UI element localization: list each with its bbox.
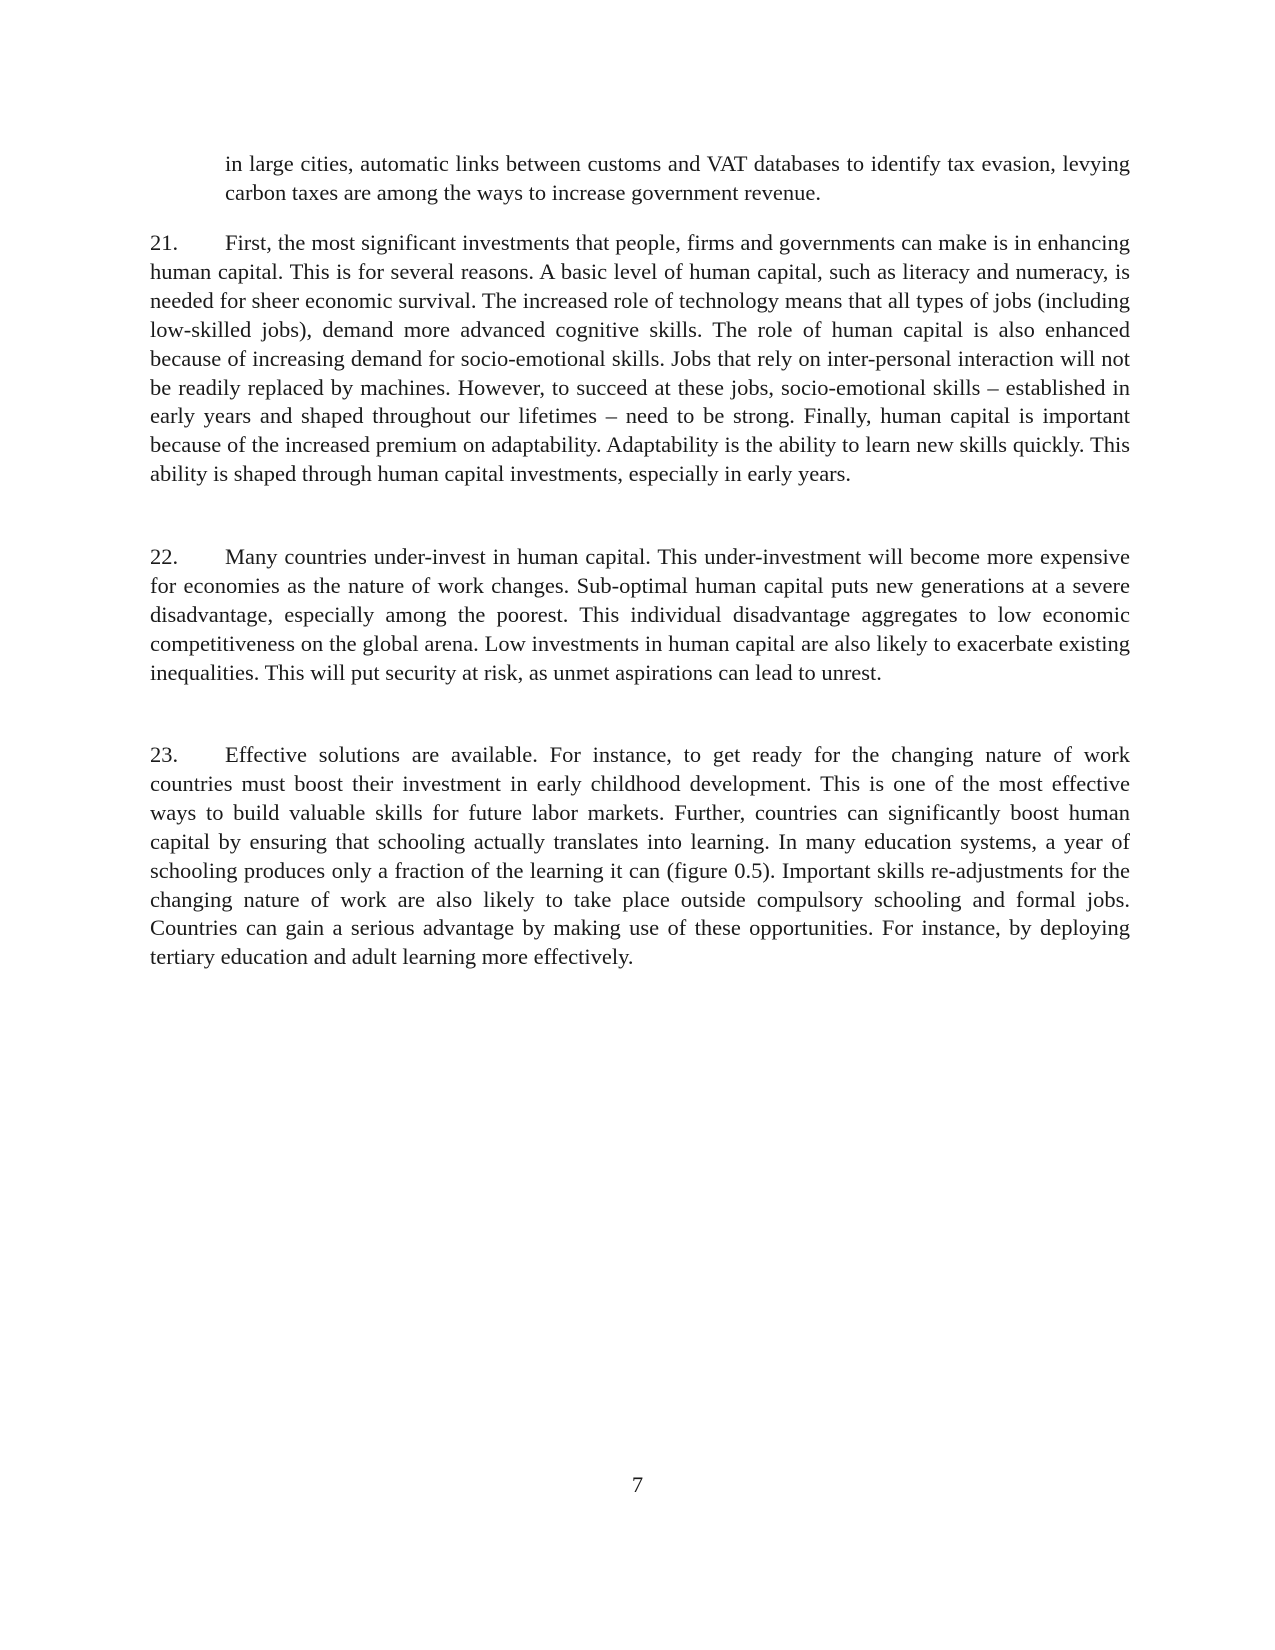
paragraph-text: Many countries under-invest in human capital. This under-investment will become more expensive for economies as the nature of work changes. Sub-optimal human capital puts new generations at a severe disadvantage, especially among the poorest. This individual disadvantage aggregates to low economic competitiveness on the global arena. Low investments in human capital are also likely to exacerbate existing inequalities. This will put security at risk, as unmet aspirations can lead to unrest. xyxy=(150,544,1130,685)
paragraph-22: 22. Many countries under-invest in human capital. This under-investment will become more expensive for economies as the nature of work changes. Sub-optimal human capital puts new generations at a severe disadvantage, especially among the poorest. This individual disadvantage aggregates to low economic competitiveness on the global arena. Low investments in human capital are also likely to exacerbate existing inequalities. This will put security at risk, as unmet aspirations can lead to unrest. xyxy=(150,544,1130,685)
continued-paragraph-text: in large cities, automatic links between customs and VAT databases to identify tax evasion, levying carbon taxes are among the ways to increase government revenue. xyxy=(225,151,1130,205)
paragraph-text: First, the most significant investments that people, firms and governments can make is in enhancing human capital. This is for several reasons. A basic level of human capital, such as literacy and numeracy, is needed for sheer economic survival. The increased role of technology means that all types of jobs (including low-skilled jobs), demand more advanced cognitive skills. The role of human capital is also enhanced because of increasing demand for socio-emotional skills. Jobs that rely on inter-personal interaction will not be readily replaced by machines. However, to succeed at these jobs, socio-emotional skills – established in early years and shaped throughout our lifetimes – need to be strong. Finally, human capital is important because of the increased premium on adaptability. Adaptability is the ability to learn new skills quickly. This ability is shaped through human capital investments, especially in early years. xyxy=(150,230,1130,487)
paragraph-text: Effective solutions are available. For instance, to get ready for the changing nature of work countries must boost their investment in early childhood development. This is one of the most effective ways to build valuable skills for future labor markets. Further, countries can significantly boost human capital by ensuring that schooling actually translates into learning. In many education systems, a year of schooling produces only a fraction of the learning it can (figure 0.5). Important skills re-adjustments for the changing nature of work are also likely to take place outside compulsory schooling and formal jobs. Countries can gain a serious advantage by making use of these opportunities. For instance, by deploying tertiary education and adult learning more effectively. xyxy=(150,742,1130,970)
paragraph-21: 21. First, the most significant investments that people, firms and governments can make is in enhancing human capital. This is for several reasons. A basic level of human capital, such as literacy and numeracy, is needed for sheer economic survival. The increased role of technology means that all types of jobs (including low-skilled jobs), demand more advanced cognitive skills. The role of human capital is also enhanced because of increasing demand for socio-emotional skills. Jobs that rely on inter-personal interaction will not be readily replaced by machines. However, to succeed at these jobs, socio-emotional skills – established in early years and shaped throughout our lifetimes – need to be strong. Finally, human capital is important because of the increased premium on adaptability. Adaptability is the ability to learn new skills quickly. This ability is shaped through human capital investments, especially in early years. xyxy=(150,230,1130,487)
page-number: 7 xyxy=(631,1472,644,1497)
paragraph-23: 23. Effective solutions are available. For instance, to get ready for the changing nature of work countries must boost their investment in early childhood development. This is one of the most effective ways to build valuable skills for future labor markets. Further, countries can significantly boost human capital by ensuring that schooling actually translates into learning. In many education systems, a year of schooling produces only a fraction of the learning it can (figure 0.5). Important skills re-adjustments for the changing nature of work are also likely to take place outside compulsory schooling and formal jobs. Countries can gain a serious advantage by making use of these opportunities. For instance, by deploying tertiary education and adult learning more effectively. xyxy=(150,742,1130,970)
